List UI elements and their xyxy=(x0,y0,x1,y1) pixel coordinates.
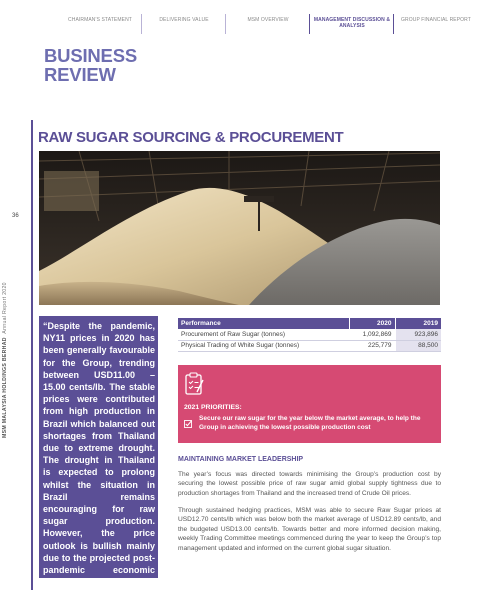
body-paragraph: The year’s focus was directed towards minimising the Group’s production cost by securing the lowest possible price of raw sugar amid global supply tightness due to production shortages from Thailand and the increased trend of Crude Oil prices. xyxy=(178,471,441,497)
table-cell-2020: 225,779 xyxy=(349,340,395,351)
main-title: RAW SUGAR SOURCING & PROCUREMENT xyxy=(38,129,344,146)
side-caption-report: Annual Report 2020 xyxy=(2,282,8,334)
top-navigation xyxy=(58,14,478,36)
side-caption xyxy=(2,238,11,438)
checklist-icon xyxy=(184,372,206,396)
nav-item-msm-overview[interactable]: MSM OVERVIEW xyxy=(226,14,310,36)
priorities-heading: 2021 PRIORITIES: xyxy=(184,404,242,411)
table-header-2020: 2020 xyxy=(349,318,395,329)
table-header-2019: 2019 xyxy=(395,318,441,329)
nav-item-chairmans-statement[interactable]: CHAIRMAN'S STATEMENT xyxy=(58,14,142,36)
checkbox-icon xyxy=(184,415,192,423)
page-number: 36 xyxy=(12,213,19,219)
pull-quote: “Despite the pandemic, NY11 prices in 2020 has been generally favourable for the Group, trending between USD11.00 – 15.00 cents/lb. The stable prices were contributed from high production in Brazil which balanced out shortages from Thailand due to extreme drought. The drought in Thailand is expected to prolong whilst the situation in Brazil remains encouraging for raw sugar production. However, the price outlook is bullish mainly due to the projected post-pandemic economic recovery, improvements in crude oil price and weather risks in Brazil.” xyxy=(43,321,155,611)
table-row xyxy=(178,329,441,340)
vertical-divider xyxy=(31,120,33,590)
side-caption-company: MSM MALAYSIA HOLDINGS BERHAD xyxy=(2,337,8,438)
nav-item-management-discussion[interactable]: MANAGEMENT DISCUSSION & ANALYSIS xyxy=(310,14,394,36)
priority-item: Secure our raw sugar for the year below the market average, to help the Group in achieving the lowest possible production cost xyxy=(199,415,421,431)
table-cell-2019: 88,500 xyxy=(395,340,441,351)
table-cell-2019: 923,896 xyxy=(395,329,441,340)
table-cell-label: Physical Trading of White Sugar (tonnes) xyxy=(178,340,349,351)
section-title xyxy=(44,46,137,84)
sugar-warehouse-photo xyxy=(39,151,440,305)
table-row xyxy=(178,340,441,351)
section-title-line2: REVIEW xyxy=(44,64,116,85)
table-cell-label: Procurement of Raw Sugar (tonnes) xyxy=(178,329,349,340)
section-title-line1: BUSINESS xyxy=(44,45,137,66)
performance-table xyxy=(178,318,441,352)
body-heading: MAINTAINING MARKET LEADERSHIP xyxy=(178,456,304,463)
table-cell-2020: 1,092,869 xyxy=(349,329,395,340)
table-header-performance: Performance xyxy=(178,318,349,329)
body-paragraph: Through sustained hedging practices, MSM was able to secure Raw Sugar prices at USD12.70 cents/lb which was below both the market average of USD12.89 cents/lb, and the budgeted USD13.00 cents/lb. Towards better and more informed decision making, weekly Trading Committee meetings commenced during the year to keep the Group’s top management updated and informed on the current global sugar situation. xyxy=(178,507,441,552)
nav-item-group-financial-report[interactable]: GROUP FINANCIAL REPORT xyxy=(401,17,471,23)
nav-item-delivering-value[interactable]: DELIVERING VALUE xyxy=(142,14,226,36)
table-header-row xyxy=(178,318,441,329)
